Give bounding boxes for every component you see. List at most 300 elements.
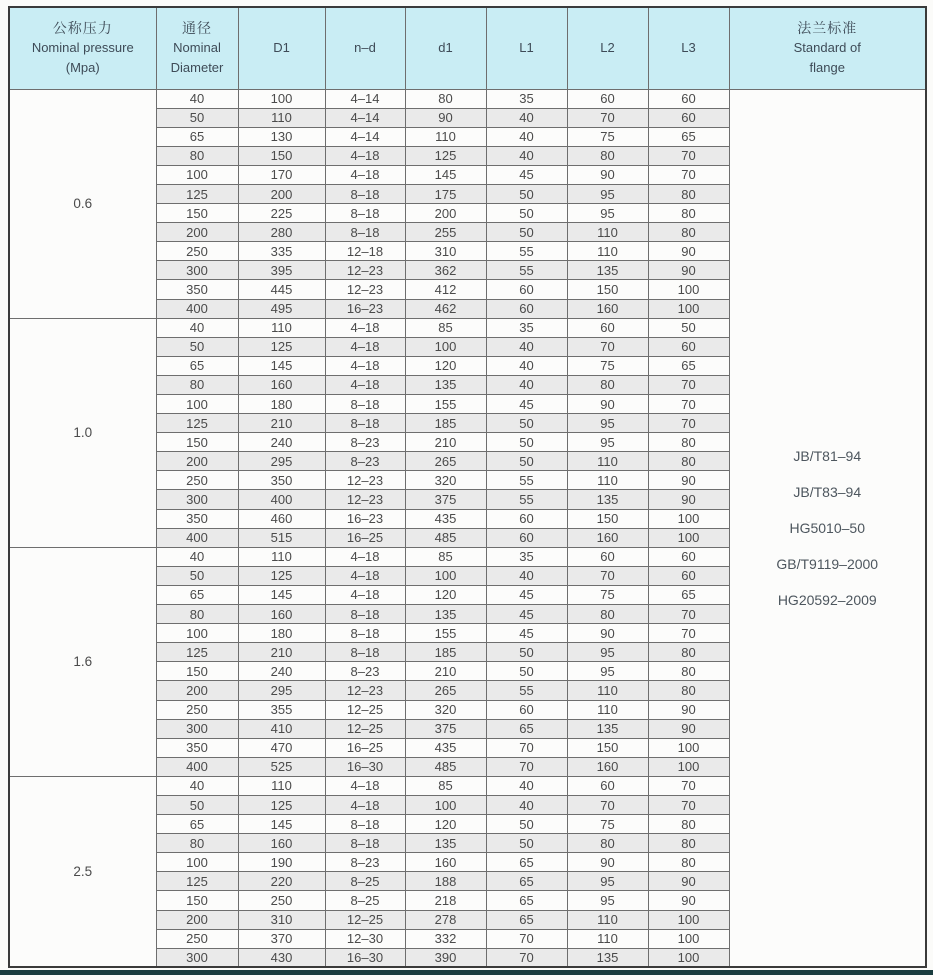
- table-cell: 16–23: [325, 509, 405, 528]
- pressure-cell: 2.5: [9, 776, 156, 967]
- table-cell: 60: [486, 700, 567, 719]
- table-cell: 70: [486, 929, 567, 948]
- table-row: [9, 89, 926, 108]
- table-cell: 125: [156, 872, 238, 891]
- table-cell: 70: [567, 795, 648, 814]
- table-cell: 175: [405, 184, 486, 203]
- table-cell: 100: [405, 566, 486, 585]
- header-nominal-diameter-en1: Nominal: [173, 40, 221, 56]
- table-cell: 4–14: [325, 127, 405, 146]
- table-cell: 4–18: [325, 146, 405, 165]
- table-cell: 12–23: [325, 261, 405, 280]
- table-cell: 80: [567, 375, 648, 394]
- table-cell: 8–18: [325, 605, 405, 624]
- table-cell: 8–25: [325, 872, 405, 891]
- table-cell: 100: [648, 509, 729, 528]
- table-cell: 80: [648, 204, 729, 223]
- table-cell: 110: [238, 547, 325, 566]
- table-cell: 4–14: [325, 89, 405, 108]
- table-cell: 80: [648, 452, 729, 471]
- table-cell: 145: [238, 815, 325, 834]
- table-cell: 8–23: [325, 452, 405, 471]
- header-nominal-pressure-en: Nominal pressure: [31, 40, 134, 56]
- table-cell: 12–23: [325, 280, 405, 299]
- table-cell: 515: [238, 528, 325, 547]
- table-cell: 188: [405, 872, 486, 891]
- table-cell: 70: [648, 776, 729, 795]
- table-cell: 200: [405, 204, 486, 223]
- table-cell: 70: [486, 948, 567, 967]
- table-cell: 100: [648, 528, 729, 547]
- table-cell: 16–30: [325, 948, 405, 967]
- table-cell: 130: [238, 127, 325, 146]
- table-cell: 200: [156, 452, 238, 471]
- table-cell: 395: [238, 261, 325, 280]
- table-cell: 80: [648, 643, 729, 662]
- table-cell: 60: [486, 299, 567, 318]
- table-cell: 375: [405, 490, 486, 509]
- table-cell: 90: [648, 700, 729, 719]
- table-cell: 150: [567, 509, 648, 528]
- table-cell: 80: [405, 89, 486, 108]
- table-cell: 16–30: [325, 757, 405, 776]
- table-cell: 50: [486, 433, 567, 452]
- table-cell: 410: [238, 719, 325, 738]
- table-cell: 95: [567, 891, 648, 910]
- table-cell: 95: [567, 184, 648, 203]
- table-cell: 8–18: [325, 834, 405, 853]
- table-cell: 370: [238, 929, 325, 948]
- table-cell: 80: [648, 834, 729, 853]
- table-cell: 65: [156, 356, 238, 375]
- standard-text: JB/T81–94: [793, 447, 862, 464]
- header-nominal-diameter: [156, 7, 238, 89]
- table-cell: 12–18: [325, 242, 405, 261]
- table-cell: 135: [567, 719, 648, 738]
- table-cell: 180: [238, 624, 325, 643]
- table-cell: 90: [567, 624, 648, 643]
- table-cell: 12–23: [325, 681, 405, 700]
- table-cell: 400: [156, 528, 238, 547]
- table-cell: 50: [486, 184, 567, 203]
- table-cell: 65: [156, 815, 238, 834]
- table-cell: 70: [648, 624, 729, 643]
- table-cell: 50: [486, 204, 567, 223]
- table-cell: 50: [486, 223, 567, 242]
- table-cell: 8–18: [325, 395, 405, 414]
- table-cell: 218: [405, 891, 486, 910]
- table-cell: 80: [156, 375, 238, 394]
- table-cell: 90: [567, 165, 648, 184]
- table-cell: 350: [156, 509, 238, 528]
- table-cell: 50: [648, 318, 729, 337]
- table-cell: 70: [648, 165, 729, 184]
- table-cell: 145: [405, 165, 486, 184]
- table-cell: 100: [156, 165, 238, 184]
- table-cell: 160: [238, 605, 325, 624]
- table-cell: 300: [156, 490, 238, 509]
- table-cell: 412: [405, 280, 486, 299]
- table-cell: 100: [648, 910, 729, 929]
- table-cell: 150: [567, 280, 648, 299]
- table-cell: 90: [648, 490, 729, 509]
- table-cell: 40: [486, 375, 567, 394]
- table-cell: 70: [648, 795, 729, 814]
- table-cell: 90: [567, 853, 648, 872]
- table-cell: 4–18: [325, 566, 405, 585]
- table-cell: 435: [405, 509, 486, 528]
- table-cell: 190: [238, 853, 325, 872]
- table-cell: 65: [486, 719, 567, 738]
- table-cell: 45: [486, 605, 567, 624]
- table-cell: 70: [567, 337, 648, 356]
- table-cell: 4–18: [325, 547, 405, 566]
- table-cell: 160: [238, 834, 325, 853]
- table-cell: 60: [648, 566, 729, 585]
- table-cell: 95: [567, 643, 648, 662]
- table-cell: 4–18: [325, 318, 405, 337]
- table-cell: 90: [648, 872, 729, 891]
- table-cell: 55: [486, 261, 567, 280]
- table-cell: 150: [156, 891, 238, 910]
- table-cell: 240: [238, 662, 325, 681]
- table-cell: 320: [405, 700, 486, 719]
- table-cell: 65: [486, 910, 567, 929]
- table-cell: 430: [238, 948, 325, 967]
- table-cell: 100: [648, 738, 729, 757]
- table-cell: 4–18: [325, 795, 405, 814]
- table-cell: 295: [238, 452, 325, 471]
- header-flange-standard: [729, 7, 926, 89]
- table-cell: 250: [156, 929, 238, 948]
- table-cell: 80: [156, 146, 238, 165]
- table-cell: 65: [156, 585, 238, 604]
- table-cell: 265: [405, 452, 486, 471]
- table-cell: 80: [648, 815, 729, 834]
- table-cell: 4–18: [325, 165, 405, 184]
- table-cell: 80: [648, 853, 729, 872]
- table-cell: 4–18: [325, 375, 405, 394]
- table-cell: 180: [238, 395, 325, 414]
- table-cell: 95: [567, 662, 648, 681]
- table-cell: 110: [567, 223, 648, 242]
- table-cell: 35: [486, 547, 567, 566]
- table-cell: 485: [405, 528, 486, 547]
- table-cell: 75: [567, 127, 648, 146]
- table-cell: 40: [486, 337, 567, 356]
- table-cell: 135: [567, 261, 648, 280]
- table-cell: 85: [405, 547, 486, 566]
- table-cell: 295: [238, 681, 325, 700]
- table-cell: 50: [156, 795, 238, 814]
- table-cell: 4–18: [325, 776, 405, 795]
- table-cell: 170: [238, 165, 325, 184]
- table-cell: 225: [238, 204, 325, 223]
- table-cell: 80: [648, 223, 729, 242]
- table-cell: 4–18: [325, 356, 405, 375]
- header-d1-bolt-circle: d1: [405, 7, 486, 89]
- table-cell: 335: [238, 242, 325, 261]
- table-cell: 12–23: [325, 490, 405, 509]
- table-cell: 495: [238, 299, 325, 318]
- table-cell: 75: [567, 815, 648, 834]
- table-cell: 390: [405, 948, 486, 967]
- table-cell: 100: [238, 89, 325, 108]
- table-cell: 110: [405, 127, 486, 146]
- header-d1-outer: D1: [238, 7, 325, 89]
- table-cell: 210: [238, 414, 325, 433]
- table-cell: 60: [567, 318, 648, 337]
- header-flange-standard-zh: 法兰标准: [797, 20, 858, 37]
- table-cell: 135: [405, 375, 486, 394]
- table-cell: 45: [486, 585, 567, 604]
- table-cell: 120: [405, 356, 486, 375]
- table-cell: 300: [156, 719, 238, 738]
- table-cell: 60: [648, 89, 729, 108]
- table-cell: 250: [156, 471, 238, 490]
- table-cell: 125: [156, 643, 238, 662]
- table-cell: 310: [238, 910, 325, 929]
- table-cell: 70: [648, 605, 729, 624]
- table-cell: 40: [486, 127, 567, 146]
- table-cell: 100: [648, 280, 729, 299]
- table-cell: 90: [648, 719, 729, 738]
- table-cell: 160: [405, 853, 486, 872]
- table-cell: 100: [648, 948, 729, 967]
- table-cell: 110: [238, 776, 325, 795]
- table-cell: 40: [156, 89, 238, 108]
- table-cell: 220: [238, 872, 325, 891]
- table-cell: 125: [238, 337, 325, 356]
- table-cell: 265: [405, 681, 486, 700]
- table-cell: 16–25: [325, 528, 405, 547]
- table-cell: 65: [648, 356, 729, 375]
- table-cell: 150: [156, 204, 238, 223]
- table-cell: 462: [405, 299, 486, 318]
- standard-text: JB/T83–94: [793, 483, 862, 500]
- table-cell: 12–30: [325, 929, 405, 948]
- table-cell: 50: [486, 414, 567, 433]
- table-cell: 125: [156, 184, 238, 203]
- table-cell: 185: [405, 414, 486, 433]
- header-l2: L2: [567, 7, 648, 89]
- table-cell: 60: [648, 547, 729, 566]
- table-cell: 8–18: [325, 624, 405, 643]
- table-cell: 135: [567, 948, 648, 967]
- table-cell: 35: [486, 318, 567, 337]
- table-cell: 80: [156, 605, 238, 624]
- table-cell: 16–23: [325, 299, 405, 318]
- table-cell: 70: [486, 738, 567, 757]
- table-cell: 75: [567, 356, 648, 375]
- table-cell: 8–18: [325, 414, 405, 433]
- header-flange-standard-en1: Standard of: [793, 40, 861, 56]
- table-cell: 12–25: [325, 719, 405, 738]
- table-cell: 16–25: [325, 738, 405, 757]
- table-cell: 35: [486, 89, 567, 108]
- table-cell: 125: [405, 146, 486, 165]
- table-cell: 8–18: [325, 815, 405, 834]
- table-cell: 55: [486, 471, 567, 490]
- table-cell: 160: [567, 299, 648, 318]
- table-cell: 375: [405, 719, 486, 738]
- table-cell: 40: [486, 776, 567, 795]
- table-cell: 12–25: [325, 910, 405, 929]
- table-cell: 95: [567, 414, 648, 433]
- table-cell: 125: [238, 566, 325, 585]
- table-cell: 100: [156, 624, 238, 643]
- table-cell: 210: [405, 662, 486, 681]
- table-cell: 280: [238, 223, 325, 242]
- table-cell: 320: [405, 471, 486, 490]
- table-cell: 120: [405, 815, 486, 834]
- table-cell: 145: [238, 356, 325, 375]
- table-cell: 50: [156, 337, 238, 356]
- table-cell: 135: [567, 490, 648, 509]
- header-nominal-diameter-zh: 通径: [182, 20, 212, 37]
- table-cell: 525: [238, 757, 325, 776]
- header-flange-standard-en2: flange: [809, 60, 845, 76]
- table-cell: 65: [648, 127, 729, 146]
- table-cell: 90: [648, 261, 729, 280]
- table-cell: 100: [648, 299, 729, 318]
- table-cell: 4–18: [325, 585, 405, 604]
- table-cell: 50: [486, 834, 567, 853]
- table-cell: 80: [567, 146, 648, 165]
- table-cell: 45: [486, 395, 567, 414]
- table-cell: 100: [156, 395, 238, 414]
- header-n-d: n–d: [325, 7, 405, 89]
- table-cell: 145: [238, 585, 325, 604]
- table-cell: 12–23: [325, 471, 405, 490]
- table-cell: 50: [486, 452, 567, 471]
- table-cell: 85: [405, 318, 486, 337]
- table-cell: 60: [648, 108, 729, 127]
- header-l3: L3: [648, 7, 729, 89]
- table-cell: 40: [156, 776, 238, 795]
- pressure-cell: 1.6: [9, 547, 156, 776]
- table-cell: 45: [486, 165, 567, 184]
- table-cell: 8–23: [325, 853, 405, 872]
- table-cell: 135: [405, 834, 486, 853]
- table-cell: 40: [156, 318, 238, 337]
- table-cell: 4–14: [325, 108, 405, 127]
- table-cell: 350: [238, 471, 325, 490]
- table-cell: 445: [238, 280, 325, 299]
- table-cell: 110: [238, 318, 325, 337]
- table-cell: 60: [567, 547, 648, 566]
- table-cell: 110: [567, 929, 648, 948]
- table-cell: 50: [486, 662, 567, 681]
- table-cell: 435: [405, 738, 486, 757]
- table-cell: 200: [238, 184, 325, 203]
- table-cell: 160: [567, 757, 648, 776]
- table-cell: 350: [156, 280, 238, 299]
- table-cell: 200: [156, 681, 238, 700]
- table-cell: 100: [648, 929, 729, 948]
- table-cell: 80: [648, 184, 729, 203]
- table-cell: 90: [648, 471, 729, 490]
- table-cell: 70: [648, 395, 729, 414]
- table-cell: 100: [405, 795, 486, 814]
- table-cell: 300: [156, 948, 238, 967]
- table-cell: 200: [156, 223, 238, 242]
- table-cell: 80: [156, 834, 238, 853]
- table-cell: 185: [405, 643, 486, 662]
- table-cell: 155: [405, 395, 486, 414]
- table-cell: 40: [486, 146, 567, 165]
- table-cell: 80: [567, 605, 648, 624]
- standard-text: GB/T9119–2000: [776, 555, 879, 572]
- table-cell: 50: [486, 643, 567, 662]
- table-cell: 485: [405, 757, 486, 776]
- standard-text: HG5010–50: [789, 519, 865, 536]
- table-cell: 350: [156, 738, 238, 757]
- header-nominal-pressure-unit: (Mpa): [65, 60, 100, 76]
- table-cell: 135: [405, 605, 486, 624]
- table-cell: 4–18: [325, 337, 405, 356]
- table-cell: 65: [156, 127, 238, 146]
- pressure-cell: 1.0: [9, 318, 156, 547]
- table-cell: 278: [405, 910, 486, 929]
- table-cell: 110: [567, 471, 648, 490]
- table-cell: 150: [156, 433, 238, 452]
- table-cell: 8–18: [325, 204, 405, 223]
- table-cell: 250: [156, 700, 238, 719]
- table-cell: 95: [567, 872, 648, 891]
- table-cell: 120: [405, 585, 486, 604]
- table-cell: 100: [405, 337, 486, 356]
- table-cell: 65: [486, 891, 567, 910]
- table-cell: 155: [405, 624, 486, 643]
- table-cell: 80: [648, 662, 729, 681]
- header-nominal-diameter-en2: Diameter: [170, 60, 224, 76]
- table-cell: 70: [648, 375, 729, 394]
- table-cell: 40: [486, 795, 567, 814]
- standard-text: HG20592–2009: [777, 591, 877, 608]
- table-cell: 95: [567, 204, 648, 223]
- table-cell: 70: [567, 566, 648, 585]
- table-cell: 65: [486, 853, 567, 872]
- table-cell: 255: [405, 223, 486, 242]
- table-cell: 55: [486, 490, 567, 509]
- table-cell: 50: [486, 815, 567, 834]
- table-cell: 95: [567, 433, 648, 452]
- table-cell: 125: [156, 414, 238, 433]
- flange-dimensions-table: [8, 6, 927, 968]
- table-cell: 110: [567, 242, 648, 261]
- table-cell: 60: [567, 89, 648, 108]
- pressure-cell: 0.6: [9, 89, 156, 318]
- table-cell: 150: [156, 662, 238, 681]
- table-cell: 60: [648, 337, 729, 356]
- table-cell: 200: [156, 910, 238, 929]
- table-cell: 50: [156, 108, 238, 127]
- table-cell: 100: [156, 853, 238, 872]
- table-cell: 8–23: [325, 433, 405, 452]
- table-cell: 110: [567, 452, 648, 471]
- table-cell: 110: [567, 700, 648, 719]
- table-cell: 40: [486, 356, 567, 375]
- table-cell: 70: [648, 146, 729, 165]
- table-cell: 332: [405, 929, 486, 948]
- bottom-rule: [0, 970, 933, 975]
- table-cell: 65: [486, 872, 567, 891]
- table-cell: 90: [648, 891, 729, 910]
- table-cell: 50: [156, 566, 238, 585]
- table-cell: 150: [567, 738, 648, 757]
- header-nominal-pressure-zh: 公称压力: [52, 20, 113, 37]
